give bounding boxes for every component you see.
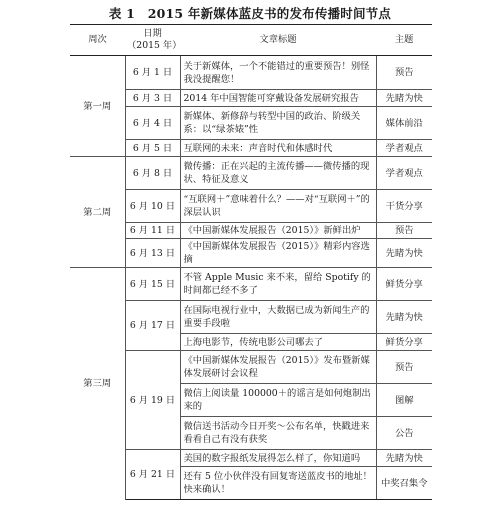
table-row xyxy=(70,190,432,223)
theme-cell: 媒体前沿 xyxy=(376,107,432,140)
schedule-table xyxy=(70,24,432,500)
header-row xyxy=(70,25,432,56)
title-cell: 微传播：正在兴起的主流传播——微传播的现状、特征及意义 xyxy=(180,157,376,190)
table-row xyxy=(70,268,432,301)
date-cell: 6 月 11 日 xyxy=(125,223,180,239)
title-cell: 《中国新媒体发展报告（2015）》精彩内容选摘 xyxy=(180,239,376,268)
date-cell: 6 月 13 日 xyxy=(125,239,180,268)
date-cell: 6 月 15 日 xyxy=(125,268,180,301)
date-cell: 6 月 19 日 xyxy=(125,351,180,450)
week-cell: 第三周 xyxy=(70,268,125,500)
title-cell: 还有 5 位小伙伴没有回复寄送蓝皮书的地址！快来确认！ xyxy=(180,467,376,500)
table-row xyxy=(70,450,432,467)
date-cell: 6 月 1 日 xyxy=(125,56,180,90)
title-cell: “互联网＋”意味着什么？——对“互联网＋”的深层认识 xyxy=(180,190,376,223)
table-row xyxy=(70,157,432,190)
title-cell: 不管 Apple Music 来不来，留给 Spotify 的时间都已经不多了 xyxy=(180,268,376,301)
theme-cell: 先睹为快 xyxy=(376,450,432,467)
theme-cell: 先睹为快 xyxy=(376,239,432,268)
table-row xyxy=(70,301,432,334)
table-row xyxy=(70,90,432,107)
date-cell: 6 月 17 日 xyxy=(125,301,180,351)
theme-cell: 鲜货分享 xyxy=(376,268,432,301)
title-cell: 微信送书活动今日开奖～公布名单，快戳进来看看自己有没有获奖 xyxy=(180,417,376,450)
header-title: 文章标题 xyxy=(180,25,376,56)
week-cell: 第二周 xyxy=(70,157,125,268)
theme-cell: 学者观点 xyxy=(376,157,432,190)
theme-cell: 预告 xyxy=(376,56,432,90)
title-cell: 关于新媒体，一个不能错过的重要预告！别怪我没提醒您！ xyxy=(180,56,376,90)
table-row xyxy=(70,56,432,90)
date-cell: 6 月 8 日 xyxy=(125,157,180,190)
header-theme: 主题 xyxy=(376,25,432,56)
theme-cell: 图解 xyxy=(376,384,432,417)
theme-cell: 公告 xyxy=(376,417,432,450)
theme-cell: 中奖召集令 xyxy=(376,467,432,500)
table-row xyxy=(70,107,432,140)
title-cell: 《中国新媒体发展报告（2015）》新鲜出炉 xyxy=(180,223,376,239)
title-cell: 在国际电视行业中，大数据已成为新闻生产的重要手段啦 xyxy=(180,301,376,334)
title-cell: 新媒体、新修辞与转型中国的政治、阶级关系：以“绿茶婊”性 xyxy=(180,107,376,140)
title-cell: 微信上阅读量 100000＋的谣言是如何炮制出来的 xyxy=(180,384,376,417)
date-cell: 6 月 3 日 xyxy=(125,90,180,107)
title-cell: 2014 年中国智能可穿戴设备发展研究报告 xyxy=(180,90,376,107)
theme-cell: 先睹为快 xyxy=(376,301,432,334)
table-row xyxy=(70,140,432,157)
table-row xyxy=(70,239,432,268)
theme-cell: 学者观点 xyxy=(376,140,432,157)
header-date: 日期 （2015 年） xyxy=(125,25,180,56)
date-cell: 6 月 21 日 xyxy=(125,450,180,500)
table-row xyxy=(70,223,432,239)
title-cell: 上海电影节，传统电影公司哪去了 xyxy=(180,334,376,351)
title-cell: 《中国新媒体发展报告（2015）》发布暨新媒体发展研讨会议程 xyxy=(180,351,376,384)
week-cell: 第一周 xyxy=(70,56,125,157)
theme-cell: 预告 xyxy=(376,223,432,239)
theme-cell: 先睹为快 xyxy=(376,90,432,107)
theme-cell: 鲜货分享 xyxy=(376,334,432,351)
table-title: 表 1 2015 年新媒体蓝皮书的发布传播时间节点 xyxy=(108,6,392,21)
title-cell: 美国的数字报纸发展得怎么样了，你知道吗 xyxy=(180,450,376,467)
date-cell: 6 月 10 日 xyxy=(125,190,180,223)
date-cell: 6 月 5 日 xyxy=(125,140,180,157)
theme-cell: 干货分享 xyxy=(376,190,432,223)
header-week: 周次 xyxy=(70,25,125,56)
table-row xyxy=(70,351,432,384)
theme-cell: 预告 xyxy=(376,351,432,384)
title-cell: 互联网的未来：声音时代和体感时代 xyxy=(180,140,376,157)
date-cell: 6 月 4 日 xyxy=(125,107,180,140)
